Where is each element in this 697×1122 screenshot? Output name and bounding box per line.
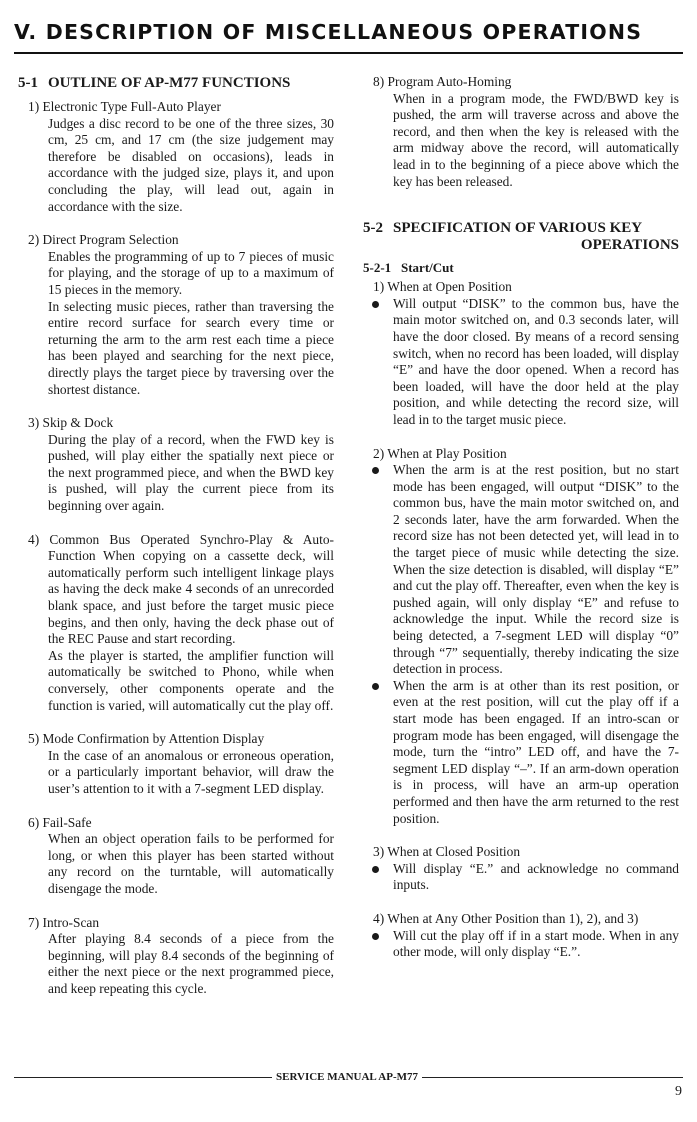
function-item <box>18 532 334 715</box>
item-paragraph: After playing 8.4 seconds of a piece from the beginning, will play 8.4 seconds of the beginning of either the next piece or the next programmed piece, and keep repeating this cycle. <box>48 931 334 996</box>
footer-rule-right <box>422 1077 683 1078</box>
item-title: 4) Common Bus Operated Synchro-Play & Auto-Function When copying on a cassette deck, will automatically perform such intelligent linkage plays as having the deck make 4 seconds of an unrecorded blank space, and just before the target music piece begins, and then only, having the deck phase out of the REC Pause and start recording. <box>28 531 334 647</box>
item-paragraph: As the player is started, the amplifier function will automatically be switched to Phono, while when conversely, other components operate and the function is varied, will automatically cut the play off. <box>48 647 334 713</box>
subsection-title: Start/Cut <box>401 260 454 276</box>
item-paragraph: In the case of an anomalous or erroneous operation, or a particularly important behavior, will draw the user’s attention to it with a 7-segment LED display. <box>48 747 334 796</box>
item-title: 3) Skip & Dock <box>28 415 114 431</box>
bullet-item <box>363 928 679 961</box>
function-item <box>18 99 334 215</box>
bullet-item <box>363 861 679 894</box>
bullet-text: Will output “DISK” to the common bus, have the main motor switched on, and 0.3 seconds later, will have the door closed. By means of a record sensing switch, when no record has been loaded, will display “E” and have the door opened. When a record has been loaded, will have the door held at the play position, and while detecting the record size, will lead in to the target music piece. <box>393 295 679 427</box>
section-title-line2: OPERATIONS <box>580 237 679 254</box>
section-5-1-heading <box>18 74 334 92</box>
item-title: 8) Program Auto-Homing <box>373 74 512 89</box>
item-paragraph: Enables the programming of up to 7 pieces of music for playing, and the storage of up to a maximum of 15 pieces in the memory. <box>48 248 334 297</box>
position-item <box>363 844 679 894</box>
bullet-icon <box>372 866 379 873</box>
page-number: 9 <box>675 1084 682 1099</box>
bullet-item <box>363 462 679 678</box>
title-rule <box>14 52 683 54</box>
bullet-item <box>363 296 679 429</box>
footer-text: SERVICE MANUAL AP-M77 <box>275 1071 418 1083</box>
position-item <box>363 446 679 828</box>
position-title: 2) When at Play Position <box>373 445 507 461</box>
position-title: 1) When at Open Position <box>373 279 512 295</box>
section-number: 5-1 <box>18 75 38 91</box>
position-item <box>363 911 679 961</box>
position-title: 3) When at Closed Position <box>373 844 521 860</box>
item-title: 7) Intro-Scan <box>28 914 100 930</box>
left-column <box>18 74 334 998</box>
function-item <box>18 731 334 797</box>
position-item <box>363 279 679 428</box>
bullet-text: Will display “E.” and acknowledge no command inputs. <box>393 860 679 893</box>
section-number: 5-2 <box>363 220 383 237</box>
function-item <box>18 415 334 515</box>
bullet-icon <box>372 683 379 690</box>
bullet-icon <box>372 933 379 940</box>
bullet-icon <box>372 301 379 308</box>
position-title: 4) When at Any Other Position than 1), 2), and 3) <box>373 910 639 926</box>
item-title: 5) Mode Confirmation by Attention Display <box>28 731 265 747</box>
function-item <box>18 915 334 998</box>
item-paragraph: During the play of a record, when the FWD key is pushed, will play either the spatially next piece or the next programmed piece, and when the BWD key is pushed, will play the current piece from its beginning over again. <box>48 431 334 514</box>
section-5-2-heading <box>363 220 679 254</box>
section-title-line1: SPECIFICATION OF VARIOUS KEY <box>393 220 643 237</box>
item-paragraph: Judges a disc record to be one of the three sizes, 30 cm, 25 cm, and 17 cm (the size judgement may therefore be disabled on occasions), leads in accordance with the judged size, plays it, and upon concluding the play, will lead out, again in accordance with the size. <box>48 115 334 214</box>
subsection-number: 5-2-1 <box>363 260 392 276</box>
chapter-title: V. DESCRIPTION OF MISCELLANEOUS OPERATIONS <box>14 20 643 44</box>
bullet-text: Will cut the play off if in a start mode. When in any other mode, will only display “E.”. <box>393 927 679 960</box>
subsection-5-2-1-heading <box>363 260 679 276</box>
section-title: OUTLINE OF AP-M77 FUNCTIONS <box>48 75 291 91</box>
function-item <box>18 815 334 898</box>
bullet-icon <box>372 467 379 474</box>
item-title: 6) Fail-Safe <box>28 814 92 830</box>
right-column <box>363 74 679 961</box>
item-title: 1) Electronic Type Full-Auto Player <box>28 99 221 114</box>
item-paragraph: When in a program mode, the FWD/BWD key is pushed, the arm will traverse across and above the record, and then when the key is released with the arm midway above the record, will automatically lead in to the beginning of a piece above which the key has been released. <box>393 90 679 189</box>
item-paragraph: In selecting music pieces, rather than traversing the entire record surface for search every time or returning the arm to the arm rest each time a piece has been played and searching for the next piece, directly plays the target piece by traversing over the shortest distance. <box>48 298 334 397</box>
function-item <box>363 74 679 190</box>
bullet-item <box>363 678 679 827</box>
function-item <box>18 232 334 398</box>
bullet-text: When the arm is at other than its rest position, or even at the rest position, will cut the play off if a start mode has been engaged. If an intro-scan or program mode has been engaged, will disengage the mode, turn the “intro” LED off, and have the 7-segment LED display “–”. If an arm-down operation is in process, will have an arm-up operation performed and then have the arm returned to the rest position. <box>393 677 679 826</box>
bullet-text: When the arm is at the rest position, but no start mode has been engaged, will output “DISK” to the common bus, have the main motor switched on, and 2 seconds later, have the arm forwarded. When the record size has not been detected yet, will lead in to the target piece of music while detecting the size. When the size detection is disabled, will display “E” and cut the play off. Thereafter, even when the key is pushed again, will only display “E” and refuse to acknowledge the input. While the record size is being detected, a 7-segment LED will display “0” through “7” sequentially, thereby indicating the size detection in process. <box>393 462 679 677</box>
item-title: 2) Direct Program Selection <box>28 232 179 248</box>
footer-rule-left <box>14 1077 272 1078</box>
item-paragraph: When an object operation fails to be performed for long, or when this player has been started without any record on the turntable, will automatically disengage the mode. <box>48 831 334 896</box>
